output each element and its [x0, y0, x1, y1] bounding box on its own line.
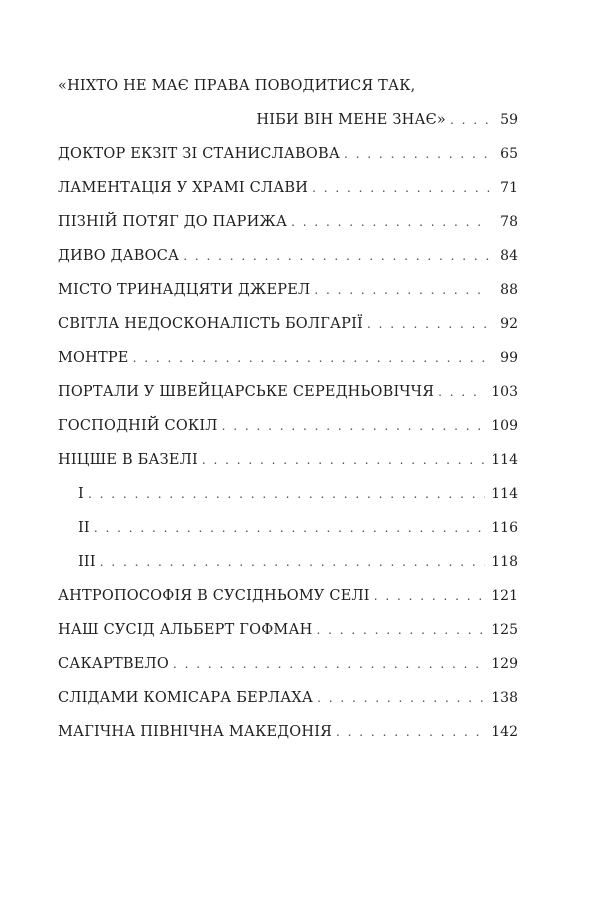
page-number: 109 — [491, 418, 518, 434]
page-number: 125 — [491, 622, 518, 638]
entry-title: III — [78, 554, 96, 570]
dot-leader — [317, 691, 485, 705]
toc-entry — [58, 248, 518, 268]
dot-leader — [133, 351, 490, 365]
toc-entry — [58, 146, 518, 166]
toc-entry — [58, 418, 518, 438]
toc-subentry — [58, 554, 518, 574]
entry-title: САКАРТВЕЛО — [58, 656, 169, 672]
entry-title: ЛАМЕНТАЦІЯ У ХРАМІ СЛАВИ — [58, 180, 309, 196]
page-number: 138 — [491, 690, 518, 706]
dot-leader — [336, 725, 485, 739]
toc-entry — [58, 724, 518, 744]
toc-subentry — [58, 486, 518, 506]
page-number: 78 — [500, 214, 518, 230]
entry-title: МІСТО ТРИНАДЦЯТИ ДЖЕРЕЛ — [58, 282, 311, 298]
toc-entry — [58, 622, 518, 642]
toc-entry-first-line2 — [58, 112, 518, 132]
toc-entry — [58, 350, 518, 370]
toc-entry-first-line1: «НІХТО НЕ МАЄ ПРАВА ПОВОДИТИСЯ ТАК, — [58, 78, 416, 94]
page-number: 59 — [500, 112, 518, 128]
toc-entry — [58, 656, 518, 676]
dot-leader — [173, 657, 485, 671]
entry-title: СВІТЛА НЕДОСКОНАЛІСТЬ БОЛГАРІЇ — [58, 316, 363, 332]
dot-leader — [317, 623, 486, 637]
dot-leader — [100, 555, 485, 569]
entry-title: АНТРОПОСОФІЯ В СУСІДНЬОМУ СЕЛІ — [58, 588, 370, 604]
page-number: 114 — [491, 452, 518, 468]
dot-leader — [88, 487, 485, 501]
dot-leader — [312, 181, 490, 195]
entry-title: МАГІЧНА ПІВНІЧНА МАКЕДОНІЯ — [58, 724, 333, 740]
page-number: 65 — [500, 146, 518, 162]
page-number: 142 — [491, 724, 518, 740]
dot-leader — [183, 249, 490, 263]
toc-entry — [58, 214, 518, 234]
entry-title: МОНТРЕ — [58, 350, 129, 366]
entry-title: II — [78, 520, 90, 536]
dot-leader — [374, 589, 486, 603]
entry-title: ГОСПОДНІЙ СОКІЛ — [58, 418, 218, 434]
dot-leader — [450, 113, 490, 127]
toc-entry — [58, 452, 518, 472]
entry-title: ДИВО ДАВОСА — [58, 248, 180, 264]
entry-title: НАШ СУСІД АЛЬБЕРТ ГОФМАН — [58, 622, 313, 638]
entry-title: I — [78, 486, 84, 502]
entry-title: ДОКТОР ЕКЗІТ ЗІ СТАНИСЛАВОВА — [58, 146, 341, 162]
page-number: 103 — [491, 384, 518, 400]
toc-entry — [58, 180, 518, 200]
page-number: 129 — [491, 656, 518, 672]
dot-leader — [291, 215, 490, 229]
page-number: 114 — [491, 486, 518, 502]
toc-entry — [58, 384, 518, 404]
page-number: 84 — [500, 248, 518, 264]
toc-entry — [58, 282, 518, 302]
page-number: 121 — [491, 588, 518, 604]
entry-title: ПОРТАЛИ У ШВЕЙЦАРСЬКЕ СЕРЕДНЬОВІЧЧЯ — [58, 384, 435, 400]
dot-leader — [94, 521, 485, 535]
dot-leader — [438, 385, 485, 399]
page-number: 88 — [500, 282, 518, 298]
entry-title: СЛІДАМИ КОМІСАРА БЕРЛАХА — [58, 690, 314, 706]
entry-title: НІЦШЕ В БАЗЕЛІ — [58, 452, 198, 468]
dot-leader — [202, 453, 485, 467]
dot-leader — [344, 147, 490, 161]
toc-entry — [58, 690, 518, 710]
entry-title: ПІЗНІЙ ПОТЯГ ДО ПАРИЖА — [58, 214, 288, 230]
toc-entry — [58, 588, 518, 608]
toc-entry — [58, 316, 518, 336]
dot-leader — [314, 283, 490, 297]
dot-leader — [222, 419, 486, 433]
page-number: 118 — [491, 554, 518, 570]
page-number: 116 — [491, 520, 518, 536]
page-number: 92 — [500, 316, 518, 332]
dot-leader — [367, 317, 490, 331]
page-number: 71 — [500, 180, 518, 196]
toc-subentry — [58, 520, 518, 540]
entry-title: НІБИ ВІН МЕНЕ ЗНАЄ» — [256, 112, 446, 128]
page-number: 99 — [500, 350, 518, 366]
